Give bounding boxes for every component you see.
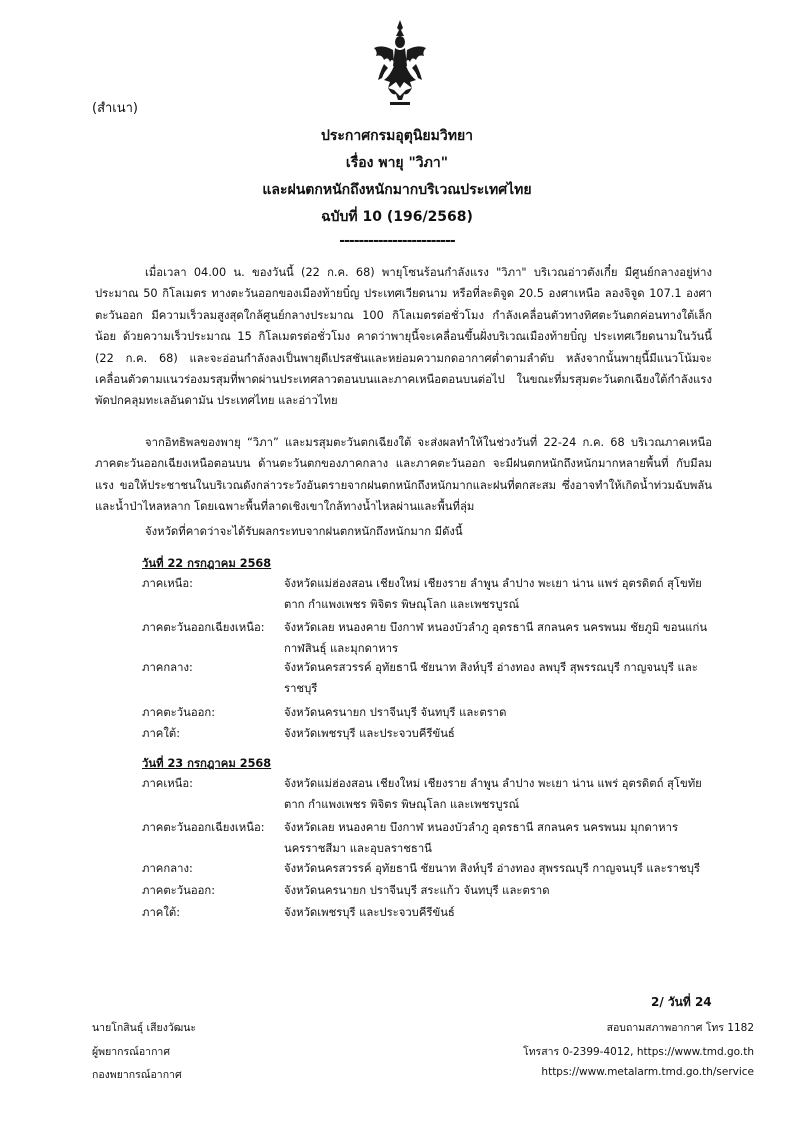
region-row xyxy=(142,858,722,879)
continued-note: 2/ วันที่ 24 xyxy=(651,995,712,1009)
paragraph-impact: จากอิทธิพลของพายุ “วิภา” และมรสุมตะวันตกเฉียงใต้ จะส่งผลทำให้ในช่วงวันที่ 22-24 ก.ค. 68 บริเวณภาคเหนือ ภาคตะวันออกเฉียงเหนือตอนบน ด้านตะวันตกของภาคกลาง และภาคตะวันออก จะมีฝนตกหนักถึงหนักมากหลายพื้นที่ กับมีลมแรง ขอให้ประชาชนในบริเวณดังกล่าวระวังอันตรายจากฝนตกหนักถึงหนักมากและฝนที่ตกสะสม ซึ่งอาจทำให้เกิดน้ำท่วมฉับพลันและน้ำป่าไหลหลาก โดยเฉพาะพื้นที่ลาดเชิงเขาใกล้ทางน้ำไหลผ่านและพื้นที่ลุ่ม xyxy=(95,436,712,514)
region-label: ภาคตะวันออก: xyxy=(142,706,216,719)
province-list: จังหวัดนครนายก ปราจีนบุรี จันทบุรี และตราด xyxy=(284,706,507,719)
region-row xyxy=(142,773,722,815)
province-list: จังหวัดนครสวรรค์ อุทัยธานี ชัยนาท สิงห์บุรี อ่างทอง ลพบุรี สุพรรณบุรี กาญจนบุรี และราชบุรี xyxy=(284,661,698,695)
affected-provinces-intro: จังหวัดที่คาดว่าจะได้รับผลกระทบจากฝนตกหนักถึงหนักมาก มีดังนี้ xyxy=(145,525,463,538)
inquiry-phone: สอบถามสภาพอากาศ โทร 1182 xyxy=(606,1022,754,1034)
region-label: ภาคเหนือ: xyxy=(142,777,193,790)
issue-number: ฉบับที่ 10 (196/2568) xyxy=(321,209,473,225)
service-link[interactable]: https://www.metalarm.tmd.go.th/service xyxy=(541,1066,754,1078)
region-label: ภาคเหนือ: xyxy=(142,577,193,590)
garuda-emblem-icon xyxy=(370,18,430,110)
region-row xyxy=(142,573,722,615)
region-row xyxy=(142,657,722,699)
region-label: ภาคกลาง: xyxy=(142,862,193,875)
region-row xyxy=(142,902,722,923)
province-list: จังหวัดเพชรบุรี และประจวบคีรีขันธ์ xyxy=(284,727,455,740)
region-row xyxy=(142,817,722,859)
province-list: จังหวัดเพชรบุรี และประจวบคีรีขันธ์ xyxy=(284,906,455,919)
province-list: จังหวัดนครสวรรค์ อุทัยธานี ชัยนาท สิงห์บุรี อ่างทอง สุพรรณบุรี กาญจนบุรี และราชบุรี xyxy=(284,862,700,875)
region-label: ภาคตะวันออกเฉียงเหนือ: xyxy=(142,821,265,834)
region-row xyxy=(142,702,722,723)
forecaster-name: นายโกสินธุ์ เสียงวัฒนะ xyxy=(92,1022,197,1034)
region-label: ภาคตะวันออกเฉียงเหนือ: xyxy=(142,621,265,634)
day-heading: วันที่ 23 กรกฎาคม 2568 xyxy=(142,757,272,770)
province-list: จังหวัดนครนายก ปราจีนบุรี สระแก้ว จันทบุรี และตราด xyxy=(284,884,550,897)
title-divider: ------------------------ xyxy=(339,233,455,249)
region-label: ภาคใต้: xyxy=(142,727,181,740)
copy-label: (สำเนา) xyxy=(92,101,139,116)
region-label: ภาคใต้: xyxy=(142,906,181,919)
region-label: ภาคกลาง: xyxy=(142,661,193,674)
province-list: จังหวัดแม่ฮ่องสอน เชียงใหม่ เชียงราย ลำพูน ลำปาง พะเยา น่าน แพร่ อุตรดิตถ์ สุโขทัย ตาก กำแพงเพชร พิจิตร พิษณุโลก และเพชรบูรณ์ xyxy=(284,577,702,611)
document-subject-line-2: และฝนตกหนักถึงหนักมากบริเวณประเทศไทย xyxy=(262,182,532,198)
day-heading: วันที่ 22 กรกฎาคม 2568 xyxy=(142,557,272,570)
region-row xyxy=(142,723,722,744)
region-row xyxy=(142,617,722,659)
province-list: จังหวัดแม่ฮ่องสอน เชียงใหม่ เชียงราย ลำพูน ลำปาง พะเยา น่าน แพร่ อุตรดิตถ์ สุโขทัย ตาก กำแพงเพชร พิจิตร พิษณุโลก และเพชรบูรณ์ xyxy=(284,777,702,811)
province-list: จังหวัดเลย หนองคาย บึงกาฬ หนองบัวลำภู อุดรธานี สกลนคร นครพนม มุกดาหาร นครราชสีมา และอุบลราชธานี xyxy=(284,821,679,855)
province-list: จังหวัดเลย หนองคาย บึงกาฬ หนองบัวลำภู อุดรธานี สกลนคร นครพนม ชัยภูมิ ขอนแก่น กาฬสินธุ์ และมุกดาหาร xyxy=(284,621,708,655)
document-subject: เรื่อง พายุ "วิภา" xyxy=(345,155,449,171)
paragraph-storm-position: เมื่อเวลา 04.00 น. ของวันนี้ (22 ก.ค. 68) พายุโซนร้อนกำลังแรง "วิภา" บริเวณอ่าวตังเกี๋ย มีศูนย์กลางอยู่ห่างประมาณ 50 กิโลเมตร ทางตะวันออกของเมืองท้ายบิ๋ญ ประเทศเวียดนาม หรือที่ละติจูด 20.5 องศาเหนือ ลองจิจูด 107.1 องศาตะวันออก มีความเร็วลมสูงสุดใกล้ศูนย์กลางประมาณ 100 กิโลเมตรต่อชั่วโมง กำลังเคลื่อนตัวทางทิศตะวันตกค่อนทางใต้เล็กน้อย ด้วยความเร็วประมาณ 15 กิโลเมตรต่อชั่วโมง คาดว่าพายุนี้จะเคลื่อนขึ้นฝั่งบริเวณเมืองท้ายบิ๋ญ ประเทศเวียดนามในวันนี้ (22 ก.ค. 68) และจะอ่อนกำลังลงเป็นพายุดีเปรสชันและหย่อมความกดอากาศต่ำตามลำดับ หลังจากนั้นพายุนี้มีแนวโน้มจะเคลื่อนตัวตามแนวร่องมรสุมที่พาดผ่านประเทศลาวตอนบนและภาคเหนือตอนบนต่อไป ในขณะที่มรสุมตะวันตกเฉียงใต้กำลังแรงพัดปกคลุมทะเลอันดามัน ประเทศไทย และอ่าวไทย xyxy=(95,266,712,408)
region-row xyxy=(142,880,722,901)
forecast-division: กองพยากรณ์อากาศ xyxy=(92,1069,182,1081)
forecaster-position: ผู้พยากรณ์อากาศ xyxy=(92,1046,170,1058)
document-title: ประกาศกรมอุตุนิยมวิทยา xyxy=(320,128,474,144)
fax-and-website: โทรสาร 0-2399-4012, https://www.tmd.go.th xyxy=(523,1046,754,1058)
region-label: ภาคตะวันออก: xyxy=(142,884,216,897)
